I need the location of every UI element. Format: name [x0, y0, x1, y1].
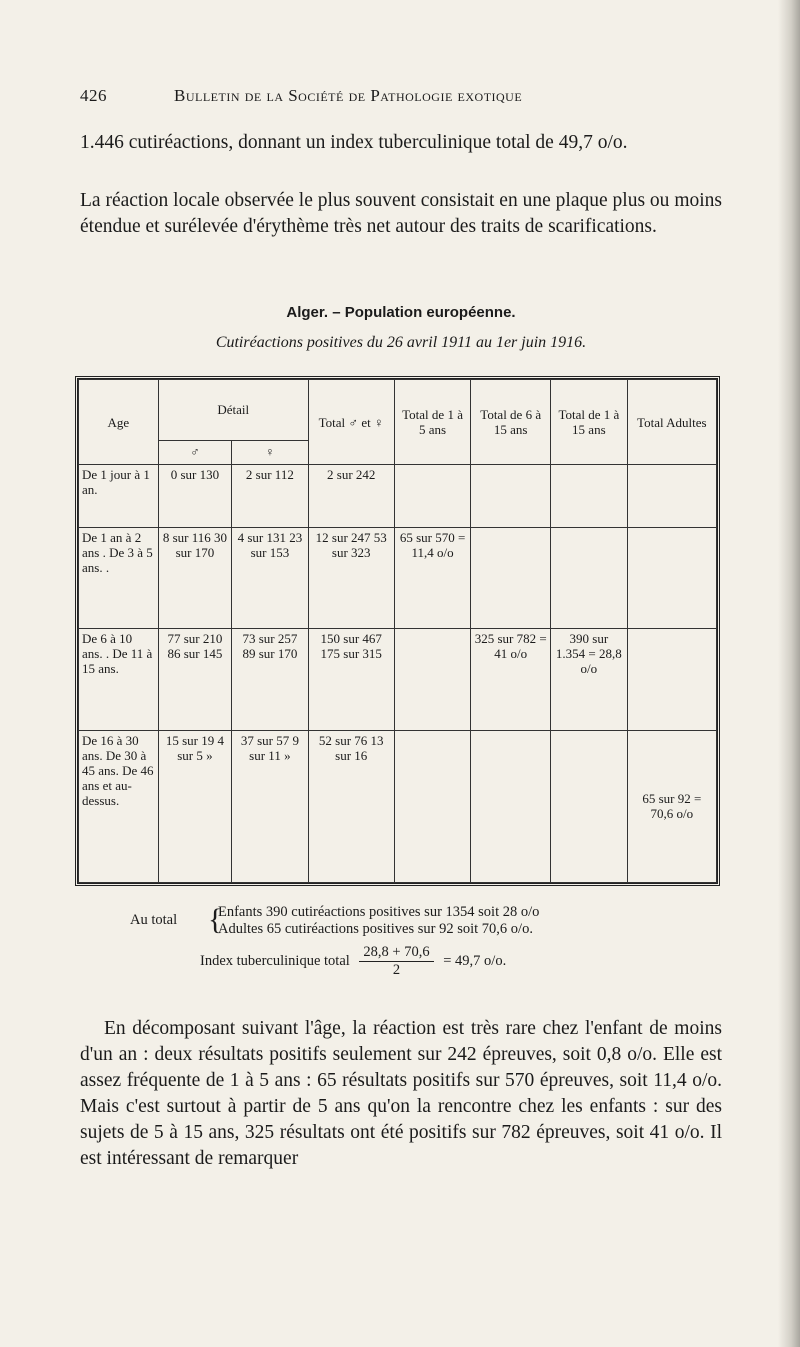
row-total-6-15: 325 sur 782 = 41 o/o	[471, 629, 551, 730]
row-age: De 1 jour à 1 an.	[79, 465, 159, 528]
page-number: 426	[80, 86, 107, 105]
index-formula	[200, 944, 506, 979]
row-total-6-15	[471, 465, 551, 528]
totals-lines	[218, 904, 539, 938]
row-female: 37 sur 57 9 sur 11 »	[232, 730, 309, 882]
row-total-1-15	[551, 730, 628, 882]
paragraph-2: La réaction locale observée le plus souvent consistait en une plaque plus ou moins étendue et surélevée d'érythème très net autour des traits de scarifications.	[80, 190, 722, 237]
header-total-1-5: Total de 1 à 5 ans	[394, 380, 471, 465]
page-edge-shadow	[778, 0, 800, 1347]
row-male: 77 sur 210 86 sur 145	[158, 629, 231, 730]
row-total: 52 sur 76 13 sur 16	[308, 730, 394, 882]
row-age: De 6 à 10 ans. . De 11 à 15 ans.	[79, 629, 159, 730]
row-male: 0 sur 130	[158, 465, 231, 528]
row-total-1-15	[551, 528, 628, 629]
row-total-adultes	[627, 629, 716, 730]
totals-label: Au total	[130, 912, 178, 928]
row-male: 8 sur 116 30 sur 170	[158, 528, 231, 629]
index-denominator: 2	[392, 962, 401, 978]
row-age: De 1 an à 2 ans . De 3 à 5 ans. .	[79, 528, 159, 629]
table-row	[79, 629, 717, 730]
row-total-1-5: 65 sur 570 = 11,4 o/o	[394, 528, 471, 629]
table-subtitle: Cutiréactions positives du 26 avril 1911 au 1er juin 1916.	[215, 334, 587, 351]
totals-line-adultes: Adultes 65 cutiréactions positives sur 92 soit 70,6 o/o.	[218, 921, 533, 937]
row-female: 2 sur 112	[232, 465, 309, 528]
paragraph-1: 1.446 cutiréactions, donnant un index tuberculinique total de 49,7 o/o.	[80, 132, 628, 153]
brace-icon: {	[208, 903, 223, 936]
header-age: Age	[79, 380, 159, 465]
running-title: Bulletin de la Société de Pathologie exotique	[174, 86, 523, 105]
row-total: 2 sur 242	[308, 465, 394, 528]
index-result: = 49,7 o/o.	[443, 952, 507, 969]
row-age: De 16 à 30 ans. De 30 à 45 ans. De 46 ans et au-dessus.	[79, 730, 159, 882]
table-row	[79, 730, 717, 882]
row-total-adultes: 65 sur 92 = 70,6 o/o	[627, 730, 716, 882]
row-total-1-15: 390 sur 1.354 = 28,8 o/o	[551, 629, 628, 730]
row-total-1-5	[394, 465, 471, 528]
index-label: Index tuberculinique total	[200, 952, 350, 969]
totals-line-enfants: Enfants 390 cutiréactions positives sur 1354 soit 28 o/o	[218, 904, 540, 920]
index-fraction	[359, 944, 433, 979]
row-total: 150 sur 467 175 sur 315	[308, 629, 394, 730]
statistics-table	[75, 376, 720, 886]
header-total-adultes: Total Adultes	[627, 380, 716, 465]
row-total-adultes	[627, 528, 716, 629]
header-total-1-15: Total de 1 à 15 ans	[551, 380, 628, 465]
header-total-6-15: Total de 6 à 15 ans	[471, 380, 551, 465]
row-total-6-15	[471, 528, 551, 629]
row-total-1-5	[394, 629, 471, 730]
paragraph-3: En décomposant suivant l'âge, la réaction est très rare chez l'enfant de moins d'un an : deux résultats positifs seulement sur 242 épreuves, soit 0,8 o/o. Elle est assez fréquente de 1 à 5 ans : 65 résultats positifs sur 570 épreuves, soit 11,4 o/o. Mais c'est surtout à partir de 5 ans qu'on la rencontre chez les enfants : sur des sujets de 5 à 15 ans, 325 résultats ont été positifs sur 782 épreuves, soit 41 o/o. Il est intéressant de remarquer	[80, 1018, 722, 1169]
row-total-adultes	[627, 465, 716, 528]
row-total: 12 sur 247 53 sur 323	[308, 528, 394, 629]
table-row	[79, 465, 717, 528]
index-numerator: 28,8 + 70,6	[359, 944, 433, 962]
row-female: 4 sur 131 23 sur 153	[232, 528, 309, 629]
row-total-6-15	[471, 730, 551, 882]
header-total-mf: Total ♂ et ♀	[308, 380, 394, 465]
row-total-1-15	[551, 465, 628, 528]
row-female: 73 sur 257 89 sur 170	[232, 629, 309, 730]
row-male: 15 sur 19 4 sur 5 »	[158, 730, 231, 882]
header-male: ♂	[158, 440, 231, 464]
header-detail: Détail	[158, 380, 308, 441]
row-total-1-5	[394, 730, 471, 882]
table-title: Alger. – Population européenne.	[286, 304, 516, 321]
table-row	[79, 528, 717, 629]
header-female: ♀	[232, 440, 309, 464]
